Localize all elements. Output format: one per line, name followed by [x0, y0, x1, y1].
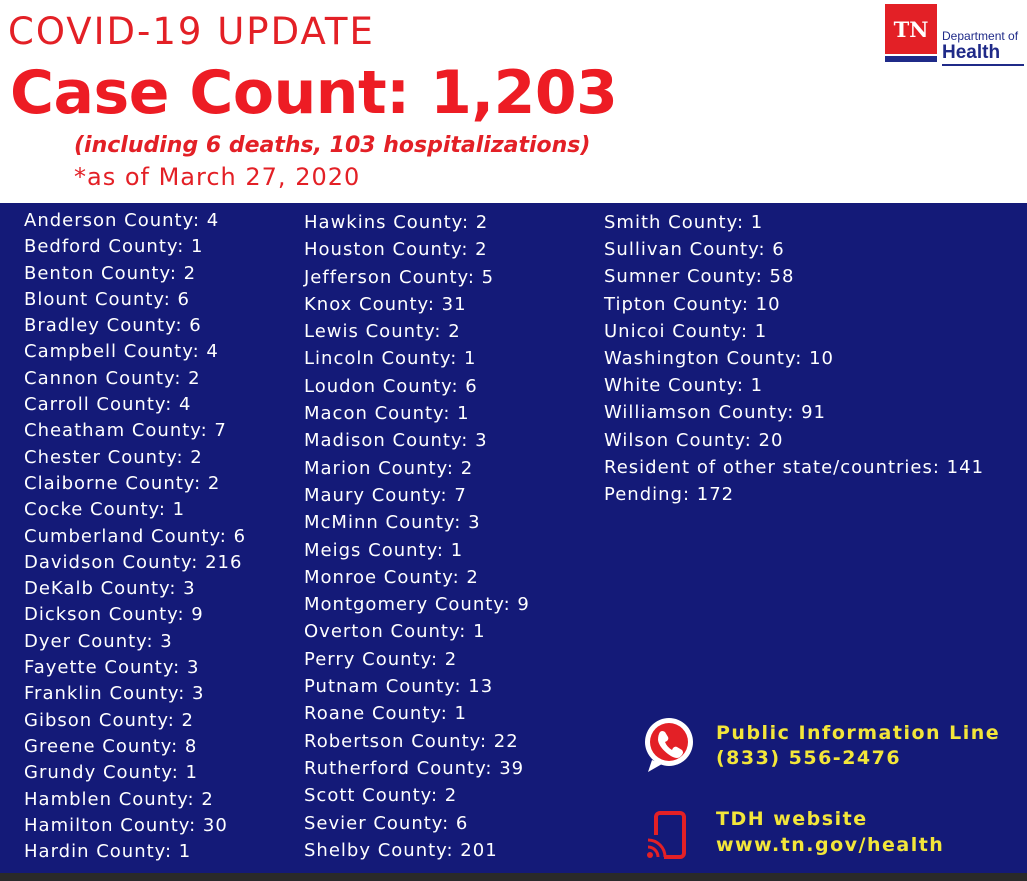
county-count-item: McMinn County: 3: [304, 512, 481, 534]
county-count-item: Carroll County: 4: [24, 394, 192, 416]
county-count-item: Robertson County: 22: [304, 730, 519, 752]
logo-dept-label: Department of: [942, 29, 1019, 43]
phone-line-number[interactable]: (833) 556-2476: [716, 747, 902, 769]
county-count-item: Meigs County: 1: [304, 539, 464, 561]
county-count-item: Jefferson County: 5: [304, 266, 495, 288]
county-count-item: Greene County: 8: [24, 735, 198, 757]
header: [0, 0, 1027, 203]
tn-health-logo: [885, 4, 1025, 64]
county-count-item: Claiborne County: 2: [24, 472, 221, 494]
county-count-item: Overton County: 1: [304, 621, 486, 643]
county-count-item: Hamblen County: 2: [24, 788, 214, 810]
county-count-item: Knox County: 31: [304, 293, 467, 315]
county-count-item: Sumner County: 58: [604, 266, 795, 288]
county-count-item: Hamilton County: 30: [24, 814, 228, 836]
county-count-item: Lewis County: 2: [304, 321, 461, 343]
deaths-hospitalizations-subhead: (including 6 deaths, 103 hospitalizations): [74, 133, 591, 158]
county-count-item: Cannon County: 2: [24, 367, 201, 389]
county-count-item: Benton County: 2: [24, 262, 197, 284]
county-count-item: Campbell County: 4: [24, 341, 219, 363]
county-count-item: Sevier County: 6: [304, 812, 469, 834]
county-list-col1: [24, 208, 246, 865]
county-count-item: Macon County: 1: [304, 403, 470, 425]
county-count-item: Scott County: 2: [304, 785, 458, 807]
county-count-item: Maury County: 7: [304, 484, 467, 506]
county-count-item: Gibson County: 2: [24, 709, 194, 731]
mobile-wifi-icon: [646, 811, 688, 861]
county-list-col2: [304, 209, 530, 864]
county-count-item: Unicoi County: 1: [604, 320, 768, 342]
county-count-item: Madison County: 3: [304, 430, 488, 452]
county-count-item: Blount County: 6: [24, 288, 190, 310]
county-count-item: Fayette County: 3: [24, 657, 200, 679]
county-count-item: Houston County: 2: [304, 239, 488, 261]
county-count-item: Montgomery County: 9: [304, 594, 530, 616]
phone-line-title: Public Information Line: [716, 722, 1001, 744]
logo-health-label: Health: [942, 42, 1001, 63]
county-count-item: Bedford County: 1: [24, 236, 204, 258]
county-count-item: Bradley County: 6: [24, 315, 202, 337]
county-count-item: Davidson County: 216: [24, 551, 243, 573]
county-count-item: White County: 1: [604, 375, 764, 397]
county-count-item: Sullivan County: 6: [604, 239, 785, 261]
county-count-item: Cumberland County: 6: [24, 525, 247, 547]
county-count-item: Dyer County: 3: [24, 630, 173, 652]
county-count-item: Cheatham County: 7: [24, 420, 227, 442]
county-count-item: Anderson County: 4: [24, 210, 220, 231]
county-count-item: Resident of other state/countries: 141: [604, 456, 985, 478]
county-list-col3: [604, 209, 984, 508]
county-count-item: Smith County: 1: [604, 212, 764, 233]
county-count-item: Dickson County: 9: [24, 604, 204, 626]
website-title: TDH website: [716, 808, 868, 830]
county-count-item: Chester County: 2: [24, 446, 203, 468]
county-count-item: Wilson County: 20: [604, 429, 784, 451]
case-count-headline: Case Count: 1,203: [10, 58, 618, 128]
county-count-item: Rutherford County: 39: [304, 757, 525, 779]
county-panel: [0, 203, 1027, 881]
county-count-item: Shelby County: 201: [304, 839, 498, 861]
logo-bar: [885, 56, 937, 62]
county-count-item: Williamson County: 91: [604, 402, 826, 424]
county-count-item: Marion County: 2: [304, 457, 474, 479]
county-count-item: Putnam County: 13: [304, 676, 494, 698]
as-of-date: *as of March 27, 2020: [74, 163, 361, 191]
county-count-item: DeKalb County: 3: [24, 578, 196, 600]
county-count-item: Loudon County: 6: [304, 375, 478, 397]
county-count-item: Hawkins County: 2: [304, 212, 489, 233]
county-count-item: Hardin County: 1: [24, 841, 192, 863]
county-count-item: Pending: 172: [604, 483, 735, 505]
website-link[interactable]: www.tn.gov/health: [716, 834, 945, 856]
county-count-item: Cocke County: 1: [24, 499, 186, 521]
county-count-item: Washington County: 10: [604, 347, 834, 369]
county-count-item: Tipton County: 10: [604, 293, 781, 315]
update-kicker: COVID-19 UPDATE: [8, 10, 375, 53]
tn-logo-mark: TN: [885, 4, 937, 54]
phone-icon: [640, 714, 698, 774]
county-count-item: Roane County: 1: [304, 703, 467, 725]
county-count-item: Grundy County: 1: [24, 762, 199, 784]
bottom-strip: [0, 873, 1027, 881]
county-count-item: Franklin County: 3: [24, 683, 205, 705]
county-count-item: Lincoln County: 1: [304, 348, 477, 370]
logo-underline: [942, 64, 1024, 66]
county-count-item: Monroe County: 2: [304, 566, 479, 588]
county-count-item: Perry County: 2: [304, 648, 458, 670]
